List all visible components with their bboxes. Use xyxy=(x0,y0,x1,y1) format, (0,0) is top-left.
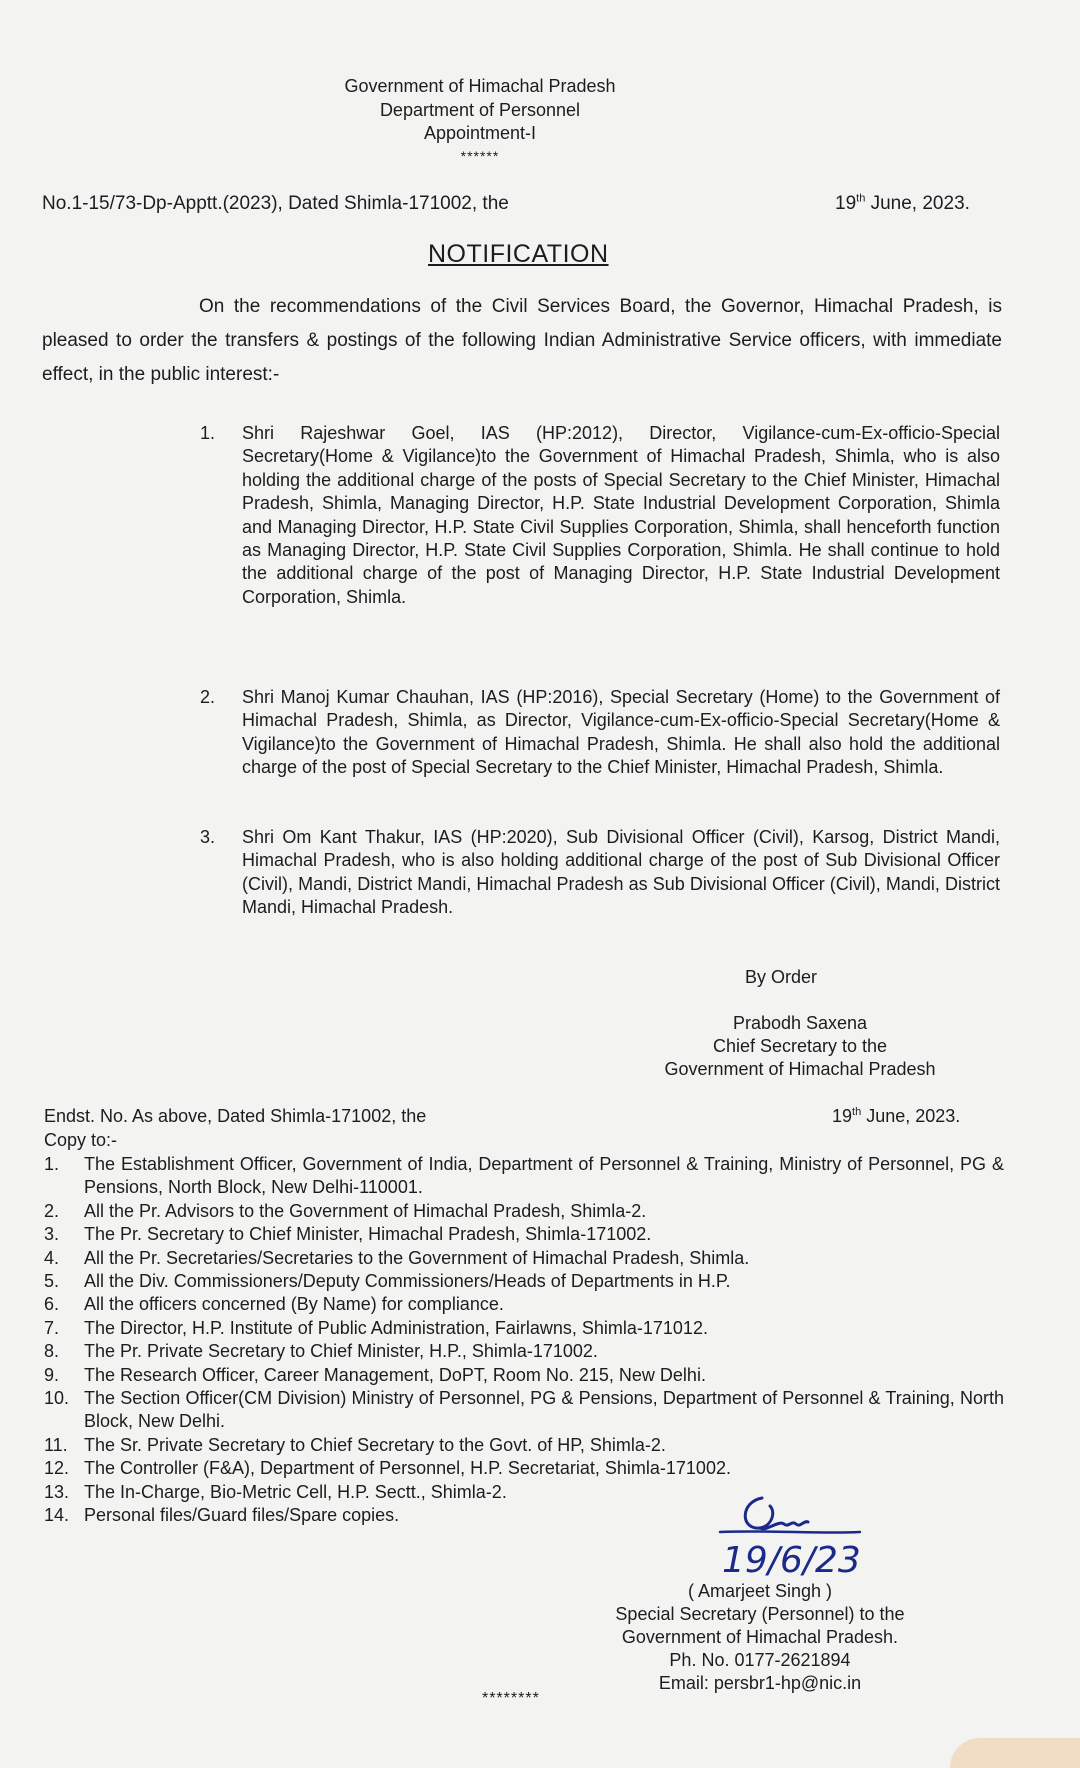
reference-date: 19th June, 2023. xyxy=(835,192,970,214)
signatory-designation: Special Secretary (Personnel) to the xyxy=(615,1604,905,1624)
signatory-name: Prabodh Saxena xyxy=(732,1013,868,1033)
order-signatory xyxy=(620,1012,980,1081)
item-number: 2. xyxy=(200,687,216,707)
list-item: 3. The Pr. Secretary to Chief Minister, Himachal Pradesh, Shimla-171002. xyxy=(44,1224,652,1245)
item-number: 3. xyxy=(200,827,216,847)
endorsement-date: 19th June, 2023. xyxy=(832,1106,961,1126)
copy-list xyxy=(44,1153,1004,1528)
list-item: 11. The Sr. Private Secretary to Chief Secretary to the Govt. of HP, Shimla-2. xyxy=(44,1434,666,1455)
item-text: Shri Manoj Kumar Chauhan, IAS (HP:2016), Special Secretary (Home) to the Government of Himachal Pradesh, Shimla, as Director, Vigilance-cum-Ex-officio-Special Secretary(Home & Vigilance)to the Government of Himachal Pradesh, Shimla. He shall also hold the additional charge of the post of Special Secretary to the Chief Minister, Himachal Pradesh, Shimla. xyxy=(242,687,1000,778)
list-item: 2. All the Pr. Advisors to the Government of Himachal Pradesh, Shimla-2. xyxy=(44,1200,647,1221)
item-number: 1. xyxy=(200,423,216,443)
list-item: 7. The Director, H.P. Institute of Public Administration, Fairlawns, Shimla-171012. xyxy=(44,1317,708,1338)
list-item: 4. All the Pr. Secretaries/Secretaries to the Government of Himachal Pradesh, Shimla. xyxy=(44,1247,750,1268)
signatory-designation: Chief Secretary to the xyxy=(712,1036,888,1056)
signatory-email: Email: persbr1-hp@nic.in xyxy=(658,1673,862,1693)
page-title: NOTIFICATION xyxy=(428,240,609,268)
copy-to-label: Copy to:- xyxy=(44,1130,118,1150)
handwritten-date: 19/6/23 xyxy=(722,1540,861,1581)
intro-paragraph: On the recommendations of the Civil Services Board, the Governor, Himachal Pradesh, is pleased to order the transfers & postings of the following Indian Administrative Service officers, with immediate effect, in the public interest:- xyxy=(42,296,1002,385)
item-text: Shri Rajeshwar Goel, IAS (HP:2012), Director, Vigilance-cum-Ex-officio-Special Secretary(Home & Vigilance)to the Government of Himachal Pradesh, Shimla, who is also holding the additional charge of the posts of Special Secretary to the Chief Minister, Himachal Pradesh, Shimla, Managing Director, H.P. State Industrial Development Corporation, Shimla and Managing Director, H.P. State Civil Supplies Corporation, Shimla, shall henceforth function as Managing Director, H.P. State Civil Supplies Corporation, Shimla. He shall continue to hold the additional charge of the post of Managing Director, H.P. State Industrial Development Corporation, Shimla. xyxy=(242,423,1000,607)
order-item xyxy=(200,422,1000,609)
issuing-signatory xyxy=(580,1580,940,1695)
footer-stars: ******** xyxy=(482,1690,540,1707)
header-stars: ****** xyxy=(460,148,500,164)
order-item xyxy=(200,826,1000,920)
order-item xyxy=(200,686,1000,780)
item-text: Shri Om Kant Thakur, IAS (HP:2020), Sub Divisional Officer (Civil), Karsog, District Mandi, Himachal Pradesh, who is also holding additional charge of the post of Sub Divisional Officer (Civil), Mandi, District Mandi, Himachal Pradesh as Sub Divisional Officer (Civil), Mandi, District Mandi, Himachal Pradesh. xyxy=(242,827,1000,918)
signatory-designation: Government of Himachal Pradesh xyxy=(664,1059,936,1079)
list-item: 12. The Controller (F&A), Department of Personnel, H.P. Secretariat, Shimla-171002. xyxy=(44,1458,731,1479)
signatory-name: ( Amarjeet Singh ) xyxy=(687,1581,833,1601)
list-item: 5. All the Div. Commissioners/Deputy Commissioners/Heads of Departments in H.P. xyxy=(44,1271,731,1292)
list-item: 1. The Establishment Officer, Government of India, Department of Personnel & Training, Ministry of Personnel, PG & Pensions, North Block, New Delhi-110001. xyxy=(44,1154,1004,1198)
page-corner-decoration xyxy=(950,1738,1080,1768)
list-item: 6. All the officers concerned (By Name) for compliance. xyxy=(44,1294,504,1315)
reference-number: No.1-15/73-Dp-Apptt.(2023), Dated Shimla-171002, the xyxy=(42,193,509,214)
list-item: 9. The Research Officer, Career Management, DoPT, Room No. 215, New Delhi. xyxy=(44,1364,706,1385)
signatory-phone: Ph. No. 0177-2621894 xyxy=(669,1650,851,1670)
header-government: Government of Himachal Pradesh xyxy=(344,76,616,96)
list-item: 13. The In-Charge, Bio-Metric Cell, H.P. Sectt., Shimla-2. xyxy=(44,1481,507,1502)
list-item: 14. Personal files/Guard files/Spare copies. xyxy=(44,1505,400,1526)
list-item: 8. The Pr. Private Secretary to Chief Minister, H.P., Shimla-171002. xyxy=(44,1341,598,1362)
header-department: Department of Personnel xyxy=(379,100,581,120)
list-item: 10. The Section Officer(CM Division) Ministry of Personnel, PG & Pensions, Department of Personnel & Training, North Block, New Delhi. xyxy=(44,1388,1004,1432)
header-section: Appointment-I xyxy=(423,123,537,143)
signatory-designation: Government of Himachal Pradesh. xyxy=(621,1627,899,1647)
by-order: By Order xyxy=(745,967,818,987)
endorsement-reference: Endst. No. As above, Dated Shimla-171002, the xyxy=(44,1106,427,1126)
